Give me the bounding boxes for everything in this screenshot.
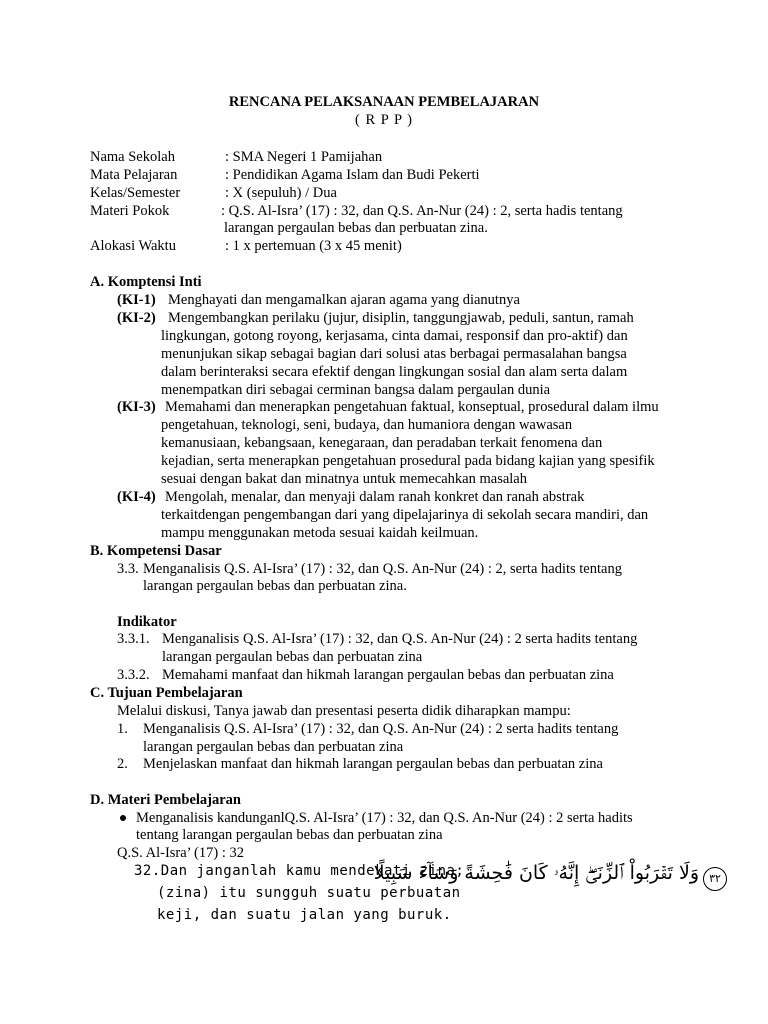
identity-value-school: : SMA Negeri 1 Pamijahan [225, 149, 383, 165]
ki-line: mampu menggunakan metoda sesuai kaidah keilmuan. [161, 525, 479, 541]
arabic-verse: وَلَا تَقۡرَبُواْ ٱلزِّنَىٰٓۖ إِنَّهُۥ كَانَ فَٰحِشَةً وَسَآءَ سَبِيلًا [373, 862, 699, 884]
identity-label-subject: Mata Pelajaran [90, 167, 178, 183]
kd-text: Menganalisis Q.S. Al-Isra’ (17) : 32, dan Q.S. An-Nur (24) : 2, serta hadits tentang [143, 561, 622, 577]
section-b-heading: B. Kompetensi Dasar [90, 543, 222, 559]
indikator-heading: Indikator [117, 614, 177, 630]
translation-line: keji, dan suatu jalan yang buruk. [157, 907, 452, 923]
ki-code: (KI-2) [117, 310, 156, 326]
ayah-number-marker: ٣٢ [703, 867, 727, 891]
ki-line: Mengolah, menalar, dan menyaji dalam ranah konkret dan ranah abstrak [165, 489, 585, 505]
translation-line: (zina) itu sungguh suatu perbuatan [157, 885, 461, 901]
identity-label-time: Alokasi Waktu [90, 238, 176, 254]
tujuan-text: Menganalisis Q.S. Al-Isra’ (17) : 32, dan Q.S. An-Nur (24) : 2 serta hadits tentang [143, 721, 619, 737]
surah-reference: Q.S. Al-Isra’ (17) : 32 [117, 845, 244, 861]
ki-line: terkaitdengan pengembangan dari yang dipelajarinya di sekolah secara mandiri, dan [161, 507, 649, 523]
kd-number: 3.3. [117, 561, 139, 577]
ki-line: dalam berinteraksi secara efektif dengan lingkungan sosial dan alam serta dalam [161, 364, 628, 380]
bullet-icon [120, 815, 126, 821]
indikator-text: Memahami manfaat dan hikmah larangan pergaulan bebas dan perbuatan zina [162, 667, 614, 683]
ki-line: kejadian, serta menerapkan pengetahuan prosedural pada bidang kajian yang spesifik [161, 453, 655, 469]
ki-line: Mengembangkan perilaku (jujur, disiplin, tanggungjawab, peduli, santun, ramah [168, 310, 634, 326]
document-subtitle: ( R P P ) [355, 112, 413, 128]
tujuan-number: 1. [117, 721, 128, 737]
indikator-number: 3.3.1. [117, 631, 150, 647]
identity-label-topic: Materi Pokok [90, 203, 170, 219]
kd-text-cont: larangan pergaulan bebas dan perbuatan zina. [143, 578, 407, 594]
translation-line: 32.Dan janganlah kamu mendekati zina; [134, 863, 465, 879]
document-title: RENCANA PELAKSANAAN PEMBELAJARAN [228, 94, 540, 110]
tujuan-intro: Melalui diskusi, Tanya jawab dan presentasi peserta didik diharapkan mampu: [117, 703, 571, 719]
ki-line: Menghayati dan mengamalkan ajaran agama yang dianutnya [168, 292, 520, 308]
identity-value-topic-cont: larangan pergaulan bebas dan perbuatan zina. [224, 220, 488, 236]
indikator-text-cont: larangan pergaulan bebas dan perbuatan zina [162, 649, 423, 665]
identity-label-school: Nama Sekolah [90, 149, 175, 165]
ki-line: lingkungan, gotong royong, kerjasama, cinta damai, responsif dan pro-aktif) dan [161, 328, 628, 344]
indikator-text: Menganalisis Q.S. Al-Isra’ (17) : 32, dan Q.S. An-Nur (24) : 2 serta hadits tentang [162, 631, 638, 647]
tujuan-text: Menjelaskan manfaat dan hikmah larangan pergaulan bebas dan perbuatan zina [143, 756, 603, 772]
identity-value-class: : X (sepuluh) / Dua [225, 185, 337, 201]
materi-text: Menganalisis kandunganlQ.S. Al-Isra’ (17) : 32, dan Q.S. An-Nur (24) : 2 serta hadits [136, 810, 633, 826]
section-d-heading: D. Materi Pembelajaran [90, 792, 241, 808]
ki-code: (KI-1) [117, 292, 156, 308]
materi-text-cont: tentang larangan pergaulan bebas dan perbuatan zina [136, 827, 443, 843]
ki-code: (KI-3) [117, 399, 156, 415]
section-c-heading: C. Tujuan Pembelajaran [90, 685, 243, 701]
identity-value-topic: : Q.S. Al-Isra’ (17) : 32, dan Q.S. An-Nur (24) : 2, serta hadis tentang [221, 203, 623, 219]
ki-line: menempatkan diri sebagai cerminan bangsa dalam pergaulan dunia [161, 382, 551, 398]
ki-line: pengetahuan, teknologi, seni, budaya, dan humaniora dengan wawasan [161, 417, 573, 433]
section-a-heading: A. Komptensi Inti [90, 274, 202, 290]
identity-label-class: Kelas/Semester [90, 185, 181, 201]
ki-line: Memahami dan menerapkan pengetahuan faktual, konseptual, prosedural dalam ilmu [165, 399, 659, 415]
ki-line: kemanusiaan, kebangsaan, kenegaraan, dan peradaban terkait fenomena dan [161, 435, 603, 451]
indikator-number: 3.3.2. [117, 667, 150, 683]
ki-line: menunjukan sikap sebagai bagian dari solusi atas berbagai permasalahan bangsa [161, 346, 627, 362]
ki-code: (KI-4) [117, 489, 156, 505]
ki-line: sesuai dengan bakat dan minatnya untuk memecahkan masalah [161, 471, 527, 487]
tujuan-number: 2. [117, 756, 128, 772]
tujuan-text-cont: larangan pergaulan bebas dan perbuatan zina [143, 739, 404, 755]
identity-value-time: : 1 x pertemuan (3 x 45 menit) [225, 238, 402, 254]
identity-value-subject: : Pendidikan Agama Islam dan Budi Pekerti [225, 167, 480, 183]
